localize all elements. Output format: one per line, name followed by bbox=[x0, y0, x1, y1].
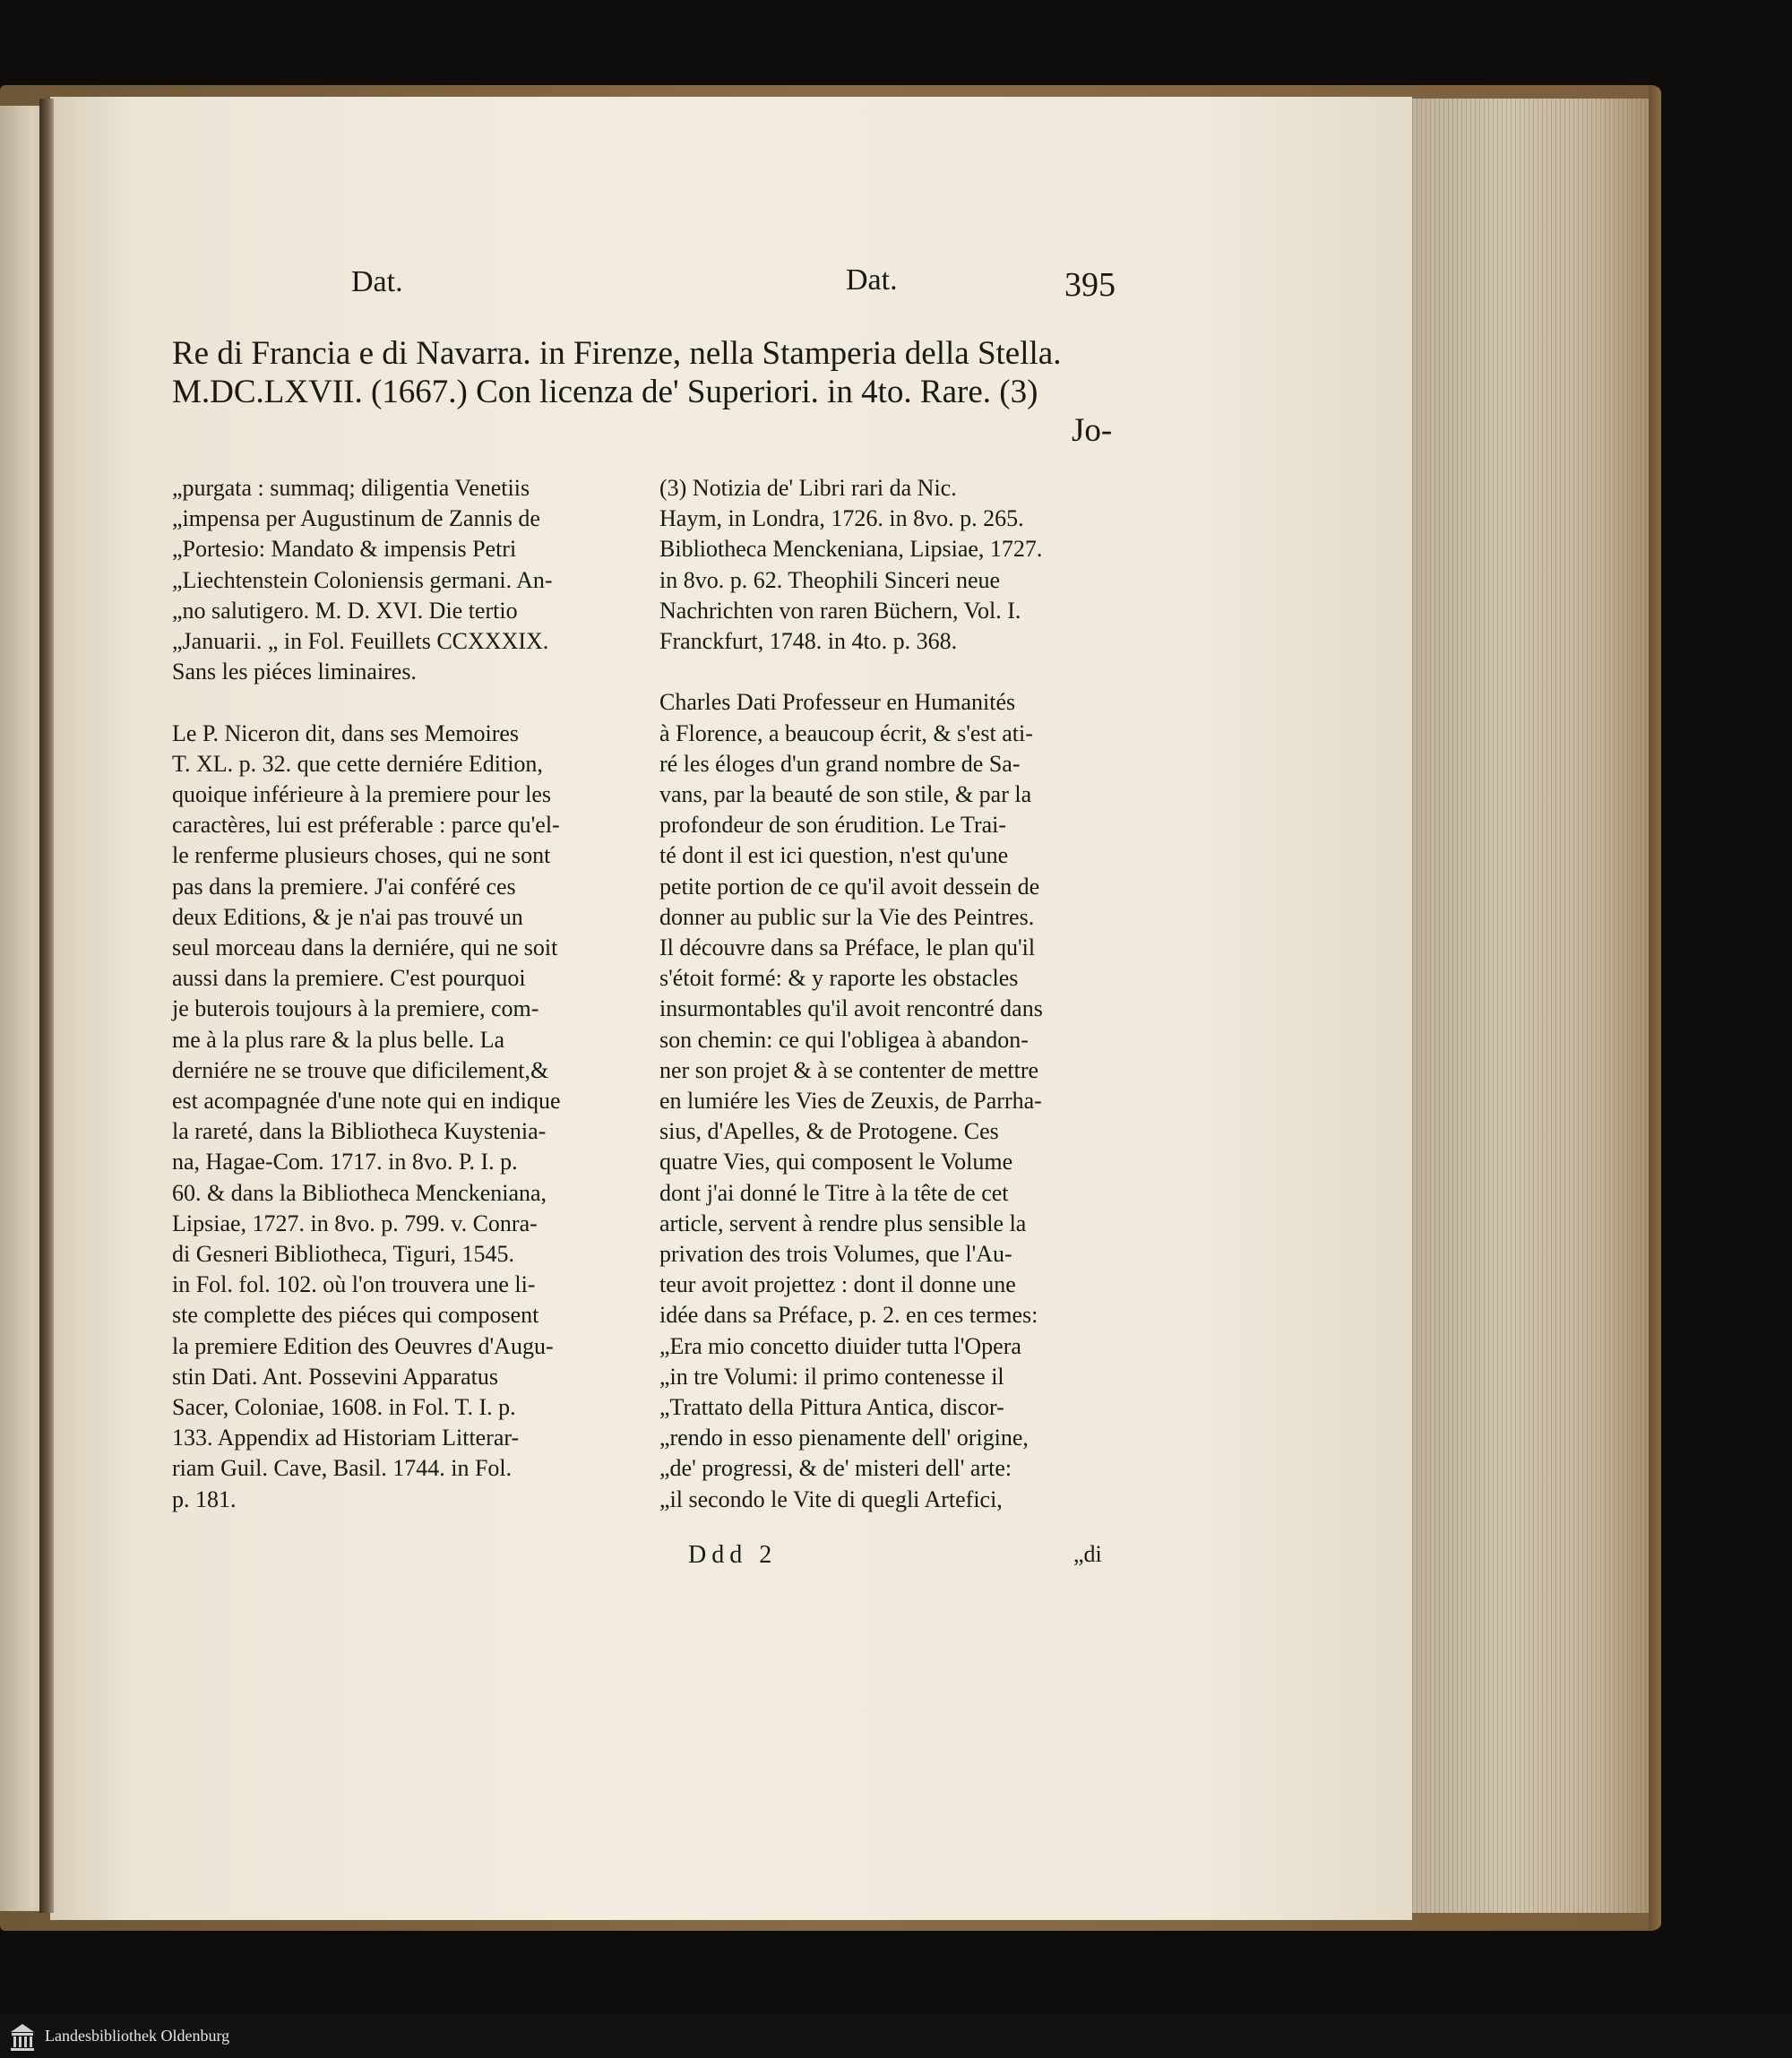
text-line: à Florence, a beaucoup écrit, & s'est ati- bbox=[659, 719, 1033, 746]
text-line: la premiere Edition des Oeuvres d'Augu- bbox=[172, 1332, 554, 1359]
text-line: „rendo in esso pienamente dell' origine, bbox=[659, 1425, 1029, 1451]
text-line: di Gesneri Bibliotheca, Tiguri, 1545. bbox=[172, 1241, 515, 1267]
text-line: je buterois toujours à la premiere, com- bbox=[172, 995, 539, 1022]
text-line: „Januarii. „ in Fol. Feuillets CCXXXIX. bbox=[172, 628, 549, 654]
text-line: caractères, lui est préferable : parce qu'el- bbox=[172, 812, 560, 839]
book-gutter bbox=[39, 99, 54, 1913]
text-line: „purgata : summaq; diligentia Venetiis bbox=[172, 475, 530, 501]
text-line: Franckfurt, 1748. in 4to. p. 368. bbox=[659, 628, 958, 654]
text-line: Lipsiae, 1727. in 8vo. p. 799. v. Conra- bbox=[172, 1210, 538, 1236]
running-head-center: Dat. bbox=[846, 263, 898, 297]
text-line: seul morceau dans la derniére, qui ne soit bbox=[172, 934, 558, 960]
text-line: Il découvre dans sa Préface, le plan qu'il bbox=[659, 934, 1036, 960]
text-line: Charles Dati Professeur en Humanités bbox=[659, 689, 1016, 716]
text-line: riam Guil. Cave, Basil. 1744. in Fol. bbox=[172, 1455, 513, 1482]
text-line: Haym, in Londra, 1726. in 8vo. p. 265. bbox=[659, 505, 1024, 532]
text-line: donner au public sur la Vie des Peintres. bbox=[659, 903, 1035, 930]
text-line: in 8vo. p. 62. Theophili Sinceri neue bbox=[659, 566, 1001, 593]
title-line: Re di Francia e di Navarra. in Firenze, nella Stamperia della Stella. bbox=[172, 335, 1062, 372]
text-line: en lumiére les Vies de Zeuxis, de Parrha- bbox=[659, 1088, 1042, 1114]
text-line: (3) Notizia de' Libri rari da Nic. bbox=[659, 475, 957, 501]
text-line: Sacer, Coloniae, 1608. in Fol. T. I. p. bbox=[172, 1394, 516, 1420]
text-line: profondeur de son érudition. Le Trai- bbox=[659, 812, 1007, 839]
text-line: idée dans sa Préface, p. 2. en ces termes: bbox=[659, 1302, 1038, 1329]
text-line: sius, d'Apelles, & de Protogene. Ces bbox=[659, 1118, 999, 1145]
text-line: insurmontables qu'il avoit rencontré dans bbox=[659, 995, 1043, 1022]
text-line: Le P. Niceron dit, dans ses Memoires bbox=[172, 719, 520, 746]
text-line: „Era mio concetto diuider tutta l'Opera bbox=[659, 1332, 1021, 1359]
catchword-title: Jo- bbox=[1072, 412, 1113, 449]
text-line: ré les éloges d'un grand nombre de Sa- bbox=[659, 750, 1021, 777]
title-line: M.DC.LXVII. (1667.) Con licenza de' Superiori. in 4to. Rare. (3) bbox=[172, 374, 1038, 410]
text-line: 133. Appendix ad Historiam Litterar- bbox=[172, 1425, 520, 1451]
text-line: Nachrichten von raren Büchern, Vol. I. bbox=[659, 597, 1021, 624]
text-line: 60. & dans la Bibliotheca Menckeniana, bbox=[172, 1179, 547, 1206]
text-line: ner son projet & à se contenter de mettre bbox=[659, 1056, 1039, 1083]
text-line: privation des trois Volumes, que l'Au- bbox=[659, 1241, 1012, 1267]
text-line: „de' progressi, & de' misteri dell' arte: bbox=[659, 1455, 1012, 1482]
text-line: teur avoit projettez : dont il donne une bbox=[659, 1271, 1016, 1298]
text-line: vans, par la beauté de son stile, & par la bbox=[659, 781, 1032, 807]
text-line: stin Dati. Ant. Possevini Apparatus bbox=[172, 1363, 498, 1390]
text-line: „in tre Volumi: il primo contenesse il bbox=[659, 1363, 1004, 1390]
text-line: quatre Vies, qui composent le Volume bbox=[659, 1149, 1013, 1175]
text-line: in Fol. fol. 102. où l'on trouvera une li- bbox=[172, 1271, 536, 1298]
text-line: p. 181. bbox=[172, 1485, 237, 1512]
text-line: quoique inférieure à la premiere pour les bbox=[172, 781, 552, 807]
text-line: me à la plus rare & la plus belle. La bbox=[172, 1026, 505, 1053]
text-line: Bibliotheca Menckeniana, Lipsiae, 1727. bbox=[659, 536, 1043, 563]
signature-mark: Ddd 2 bbox=[688, 1541, 778, 1569]
text-line: deux Editions, & je n'ai pas trouvé un bbox=[172, 903, 523, 930]
text-line: „Liechtenstein Coloniensis germani. An- bbox=[172, 566, 553, 593]
text-line: la rareté, dans la Bibliotheca Kuystenia- bbox=[172, 1118, 547, 1145]
text-line: ste complette des piéces qui composent bbox=[172, 1302, 539, 1329]
running-head-left: Dat. bbox=[351, 265, 403, 298]
text-line: na, Hagae-Com. 1717. in 8vo. P. I. p. bbox=[172, 1149, 518, 1175]
text-line: „no salutigero. M. D. XVI. Die tertio bbox=[172, 597, 518, 624]
text-line: té dont il est ici question, n'est qu'une bbox=[659, 842, 1009, 869]
text-line: „impensa per Augustinum de Zannis de bbox=[172, 505, 540, 532]
page-edges bbox=[1412, 99, 1654, 1913]
cover-edge bbox=[1649, 86, 1661, 1930]
text-line: dont j'ai donné le Titre à la tête de cet bbox=[659, 1179, 1009, 1206]
page-number: 395 bbox=[1064, 266, 1116, 304]
text-line: „Trattato della Pittura Antica, discor- bbox=[659, 1394, 1004, 1420]
text-line: „il secondo le Vite di quegli Artefici, bbox=[659, 1485, 1003, 1512]
text-line: aussi dans la premiere. C'est pourquoi bbox=[172, 965, 526, 992]
text-line: Sans les piéces liminaires. bbox=[172, 659, 417, 685]
text-line: T. XL. p. 32. que cette derniére Edition, bbox=[172, 750, 543, 777]
text-line: son chemin: ce qui l'obligea à abandon- bbox=[659, 1026, 1029, 1053]
text-line: s'étoit formé: & y raporte les obstacles bbox=[659, 965, 1019, 992]
text-line: article, servent à rendre plus sensible la bbox=[659, 1210, 1027, 1236]
text-line: est acompagnée d'une note qui en indique bbox=[172, 1088, 561, 1114]
text-line: petite portion de ce qu'il avoit dessein de bbox=[659, 873, 1040, 900]
text-line: le renferme plusieurs choses, qui ne sont bbox=[172, 842, 551, 869]
library-building-icon bbox=[9, 2021, 36, 2052]
text-line: „Portesio: Mandato & impensis Petri bbox=[172, 536, 517, 563]
text-line: pas dans la premiere. J'ai conféré ces bbox=[172, 873, 516, 900]
text-line: derniére ne se trouve que dificilement,& bbox=[172, 1056, 549, 1083]
footer-bar bbox=[0, 2014, 1792, 2058]
catchword: „di bbox=[1073, 1541, 1102, 1567]
library-name: Landesbibliothek Oldenburg bbox=[45, 2027, 230, 2045]
